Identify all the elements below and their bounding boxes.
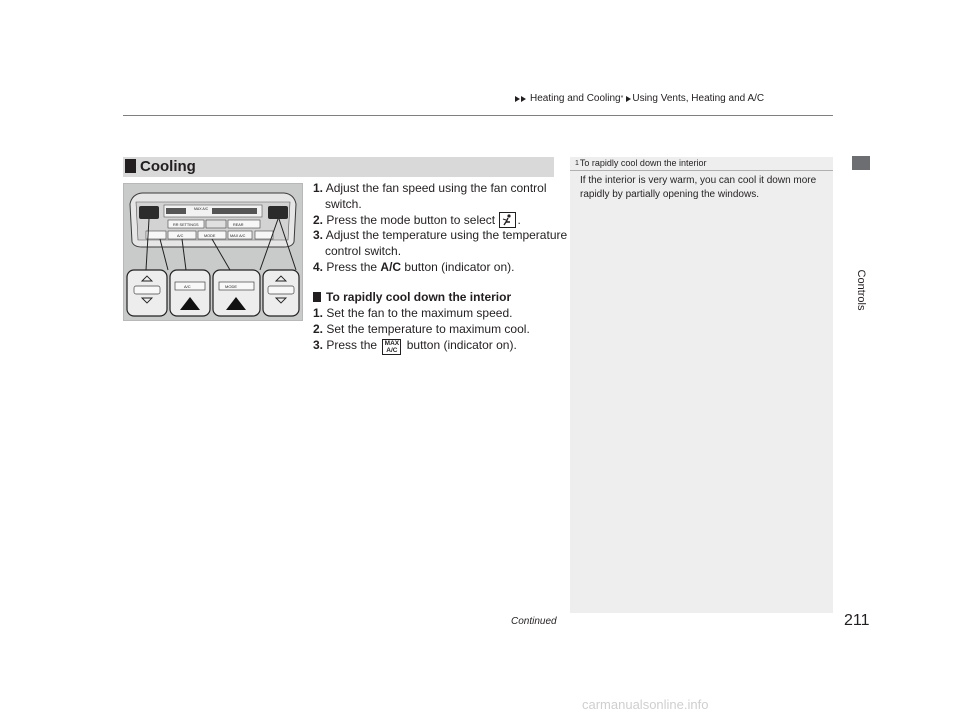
section-bullet-icon: [125, 159, 136, 173]
rapid-step-2: 2. Set the temperature to maximum cool.: [313, 322, 530, 336]
panel-mode-label: MODE: [204, 234, 216, 238]
panel-max-ac-label: MAX A/C: [230, 234, 246, 238]
rapid-step-3: 3. Press the MAX A/C button (indicator on).: [313, 338, 517, 354]
panel-ac-label: A/C: [177, 234, 184, 238]
chapter-label[interactable]: Controls: [855, 269, 867, 311]
floor-vent-mode-icon: [499, 212, 516, 228]
breadcrumb-arrow-icon: [515, 96, 520, 102]
note-title: [575, 158, 706, 168]
breadcrumb-item-vents[interactable]: Using Vents, Heating and A/C: [632, 93, 765, 104]
subsection-bullet-icon: [313, 292, 321, 302]
rear-label: REAR: [233, 223, 244, 227]
callout-ac-label: A/C: [184, 284, 191, 289]
ac-button-name: A/C: [380, 260, 402, 274]
step-3: 3. Adjust the temperature using the temperature control switch.: [313, 228, 568, 258]
watermark: carmanualsonline.info: [582, 697, 709, 712]
section-title: Cooling: [140, 158, 196, 175]
note-title-text: To rapidly cool down the interior: [579, 158, 707, 168]
step-2: 2. Press the mode button to select .: [313, 213, 521, 227]
page-number: 211: [844, 612, 870, 629]
callout-mode-label: MODE: [225, 284, 237, 289]
continued-label: Continued: [511, 616, 557, 627]
header-divider: [123, 115, 833, 116]
note-text: If the interior is very warm, you can cool it down more rapidly by partially opening the windows.: [580, 175, 817, 200]
max-ac-small-label: MAX A/C: [194, 207, 209, 211]
rr-settings-label: RR SETTINGS: [173, 223, 199, 227]
step-4: 4. Press the A/C button (indicator on).: [313, 260, 515, 274]
breadcrumb-arrow-icon: [626, 96, 631, 102]
footnote-mark: *: [620, 95, 624, 102]
breadcrumb-arrow-icon: [521, 96, 526, 102]
breadcrumb: [515, 93, 764, 104]
max-ac-button-icon: MAX A/C: [382, 339, 401, 355]
subsection-heading: To rapidly cool down the interior: [313, 290, 511, 304]
rapid-step-1: 1. Set the fan to the maximum speed.: [313, 306, 513, 320]
step-1: 1. Adjust the fan speed using the fan control switch.: [313, 181, 547, 211]
climate-panel-illustration: [123, 183, 303, 321]
note-panel: [570, 157, 833, 613]
note-divider: [570, 170, 833, 171]
chapter-tab[interactable]: [852, 156, 870, 170]
note-ref-icon: 1: [575, 160, 579, 167]
breadcrumb-item-heating-cooling[interactable]: Heating and Cooling: [530, 93, 621, 104]
